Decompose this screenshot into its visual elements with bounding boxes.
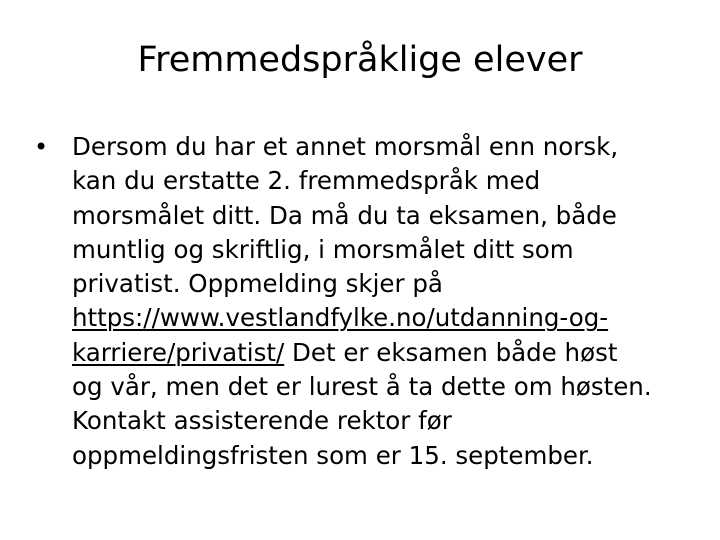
privatist-link-part-2[interactable]: karriere/privatist/ [72, 337, 285, 367]
slide-title: Fremmedspråklige elever [137, 40, 583, 80]
body-line-3: morsmålet ditt. Da må du ta eksamen, både [72, 200, 617, 230]
privatist-link-part-1[interactable]: https://www.vestlandfylke.no/utdanning-og- [72, 303, 609, 333]
body-line-6 [72, 301, 706, 335]
body-line-7-text: Det er eksamen både høst [284, 337, 618, 367]
body-line-5: privatist. Oppmelding skjer på [72, 269, 443, 299]
body-line-1: Dersom du har et annet morsmål enn norsk, [72, 132, 619, 161]
body-line-10: oppmeldingsfristen som er 15. september. [72, 440, 594, 470]
body-line-2: kan du erstatte 2. fremmedspråk med [72, 166, 541, 196]
body-line-7 [72, 336, 706, 370]
body-line-8: og vår, men det er lurest å ta dette om høsten. [72, 372, 652, 402]
body-line-4: muntlig og skriftlig, i morsmålet ditt som [72, 234, 574, 264]
bullet-icon: • [34, 133, 49, 161]
body-line-9: Kontakt assisterende rektor før [72, 406, 452, 436]
bullet-paragraph [34, 130, 706, 473]
slide-body [34, 130, 706, 473]
